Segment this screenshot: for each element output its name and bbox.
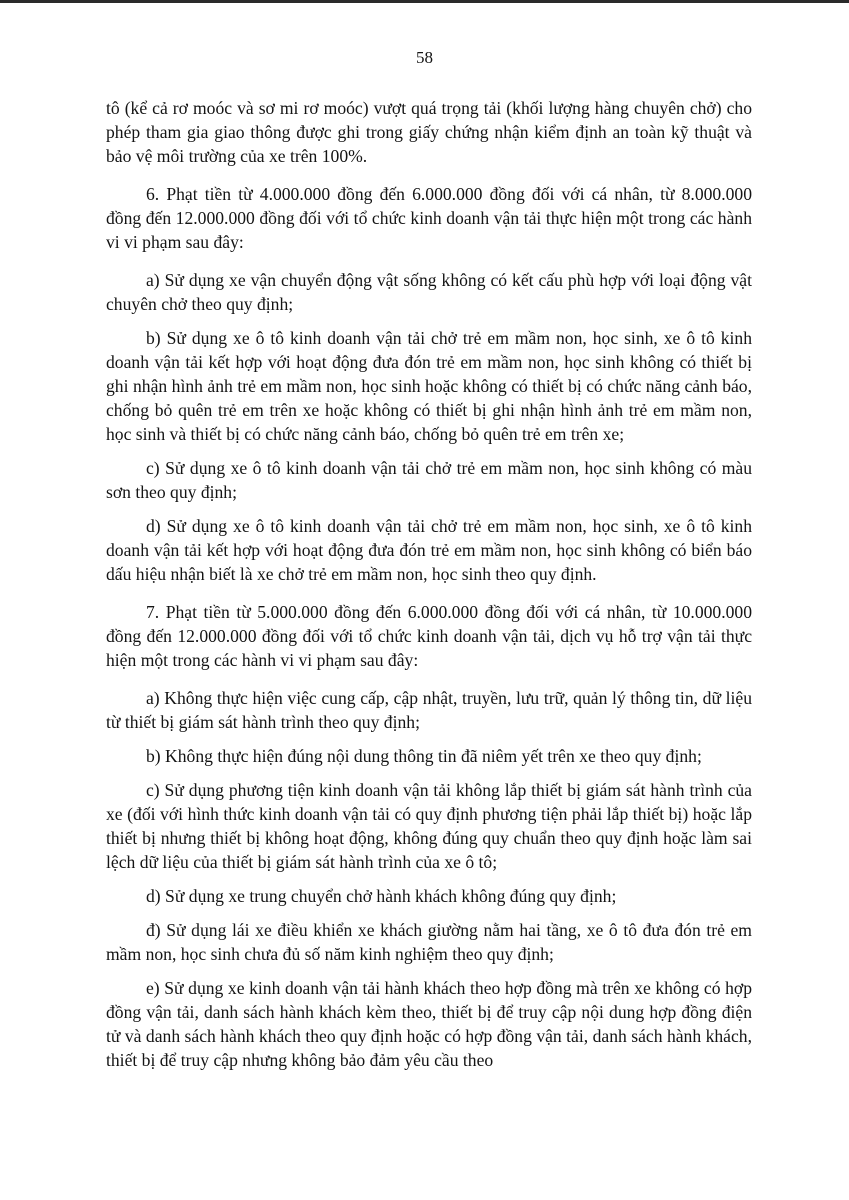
paragraph-clause-7dd: đ) Sử dụng lái xe điều khiển xe khách giường nằm hai tầng, xe ô tô đưa đón trẻ em mầm non, học sinh chưa đủ số năm kinh nghiệm theo quy định;: [106, 920, 752, 964]
page-number: 58: [416, 48, 433, 67]
paragraph-clause-6c: c) Sử dụng xe ô tô kinh doanh vận tải chở trẻ em mầm non, học sinh không có màu sơn theo quy định;: [106, 458, 752, 502]
paragraph-clause-7d: d) Sử dụng xe trung chuyển chở hành khách không đúng quy định;: [146, 886, 617, 906]
paragraph-clause-6b: b) Sử dụng xe ô tô kinh doanh vận tải chở trẻ em mầm non, học sinh, xe ô tô kinh doanh vận tải kết hợp với hoạt động đưa đón trẻ em mầm non, học sinh không có thiết bị ghi nhận hình ảnh trẻ em mầm non, học sinh hoặc không có thiết bị có chức năng cảnh báo, chống bỏ quên trẻ em trên xe hoặc không có thiết bị ghi nhận hình ảnh trẻ em mầm non, học sinh và thiết bị có chức năng cảnh báo, chống bỏ quên trẻ em trên xe;: [106, 328, 752, 444]
paragraph-clause-6a: a) Sử dụng xe vận chuyển động vật sống không có kết cấu phù hợp với loại động vật chuyên chở theo quy định;: [106, 270, 752, 314]
document-body: [106, 96, 752, 1082]
paragraph-clause-7a: a) Không thực hiện việc cung cấp, cập nhật, truyền, lưu trữ, quản lý thông tin, dữ liệu từ thiết bị giám sát hành trình theo quy định;: [106, 688, 752, 732]
paragraph-continuation: tô (kể cả rơ moóc và sơ mi rơ moóc) vượt quá trọng tải (khối lượng hàng chuyên chở) cho phép tham gia giao thông được ghi trong giấy chứng nhận kiểm định an toàn kỹ thuật và bảo vệ môi trường của xe trên 100%.: [106, 98, 752, 166]
paragraph-clause-7b: b) Không thực hiện đúng nội dung thông tin đã niêm yết trên xe theo quy định;: [146, 746, 702, 766]
paragraph-clause-6d: d) Sử dụng xe ô tô kinh doanh vận tải chở trẻ em mầm non, học sinh, xe ô tô kinh doanh vận tải kết hợp với hoạt động đưa đón trẻ em mầm non, học sinh không có biển báo dấu hiệu nhận biết là xe chở trẻ em mầm non, học sinh theo quy định.: [106, 516, 752, 584]
paragraph-clause-7e: e) Sử dụng xe kinh doanh vận tải hành khách theo hợp đồng mà trên xe không có hợp đồng vận tải, danh sách hành khách kèm theo, thiết bị để truy cập nội dung hợp đồng điện tử và danh sách hành khách theo quy định hoặc có hợp đồng vận tải, danh sách hành khách, thiết bị để truy cập nhưng không bảo đảm yêu cầu theo: [106, 978, 752, 1070]
paragraph-clause-7c: c) Sử dụng phương tiện kinh doanh vận tải không lắp thiết bị giám sát hành trình của xe (đối với hình thức kinh doanh vận tải có quy định phương tiện phải lắp thiết bị) hoặc lắp thiết bị nhưng thiết bị không hoạt động, không đúng quy chuẩn theo quy định hoặc làm sai lệch dữ liệu của thiết bị giám sát hành trình của xe ô tô;: [106, 780, 752, 872]
page-top-border: [0, 0, 849, 3]
paragraph-clause-7: 7. Phạt tiền từ 5.000.000 đồng đến 6.000.000 đồng đối với cá nhân, từ 10.000.000 đồng đến 12.000.000 đồng đối với tổ chức kinh doanh vận tải, dịch vụ hỗ trợ vận tải thực hiện một trong các hành vi vi phạm sau đây:: [106, 602, 752, 670]
paragraph-clause-6: 6. Phạt tiền từ 4.000.000 đồng đến 6.000.000 đồng đối với cá nhân, từ 8.000.000 đồng đến 12.000.000 đồng đối với tổ chức kinh doanh vận tải thực hiện một trong các hành vi vi phạm sau đây:: [106, 184, 752, 252]
